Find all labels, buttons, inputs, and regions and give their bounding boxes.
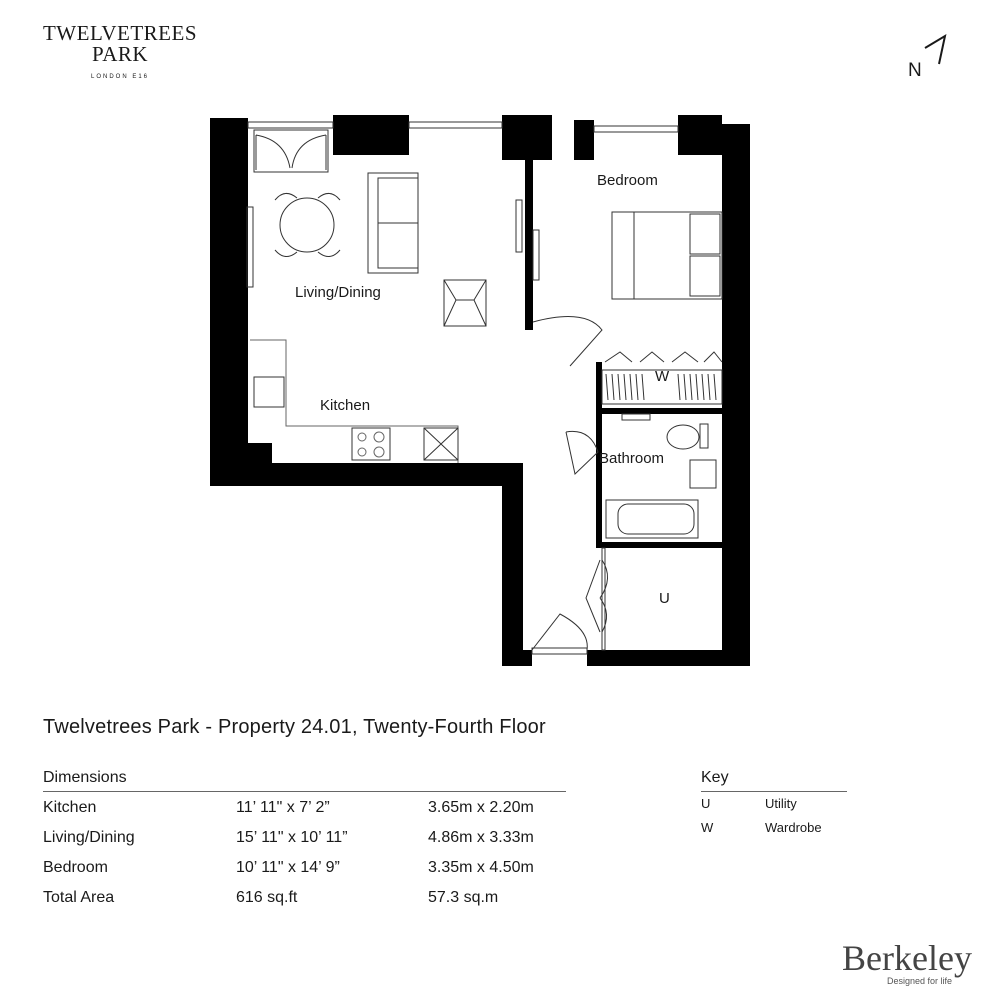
dimension-metric: 3.65m x 2.20m	[428, 799, 534, 816]
tv-unit	[516, 200, 522, 252]
key-meaning: Wardrobe	[765, 820, 822, 835]
bedroom-tv	[533, 230, 539, 280]
brand-tagline: Designed for life	[887, 976, 953, 986]
wall-south-stub	[502, 650, 532, 666]
bed	[612, 212, 722, 299]
dimension-metric: 4.86m x 3.33m	[428, 829, 534, 846]
dimension-room: Total Area	[43, 889, 115, 906]
window-3	[594, 126, 678, 132]
wall-north-pier2	[502, 115, 552, 160]
property-title: Twelvetrees Park - Property 24.01, Twenty-Fourth Floor	[43, 716, 546, 738]
wall-bath-north	[596, 408, 722, 414]
key-code: U	[701, 796, 711, 811]
dimension-imperial: 10’ 11" x 14’ 9”	[236, 859, 340, 876]
dimension-metric: 57.3 sq.m	[428, 889, 499, 906]
sofa	[368, 173, 418, 273]
dimension-metric: 3.35m x 4.50m	[428, 859, 534, 876]
room-label-bedroom: Bedroom	[597, 172, 658, 189]
room-label-utility: U	[659, 590, 670, 607]
key-meaning: Utility	[765, 796, 797, 811]
logo-subtitle: LONDON E16	[90, 74, 149, 80]
dimension-imperial: 15’ 11" x 10’ 11”	[236, 829, 348, 846]
brand-name: Berkeley	[842, 938, 972, 978]
walls	[210, 115, 750, 666]
dimensions-divider	[43, 791, 566, 792]
room-label-kitchen: Kitchen	[320, 397, 371, 414]
wall-south-east	[587, 650, 750, 666]
wall-east	[722, 124, 750, 666]
dimension-imperial: 11’ 11" x 7’ 2”	[236, 799, 330, 816]
wall-corridor-west	[502, 463, 523, 666]
armchair	[444, 280, 486, 326]
key-heading: Key	[701, 769, 729, 786]
window-1	[248, 122, 333, 128]
wall-partition-bedroom	[525, 155, 533, 330]
room-label-wardrobe: W	[655, 368, 670, 385]
dimension-room: Living/Dining	[43, 829, 135, 846]
dimension-imperial: 616 sq.ft	[236, 889, 298, 906]
wall-bath-west	[596, 408, 602, 548]
entrance-door	[532, 614, 587, 654]
room-label-bathroom: Bathroom	[599, 450, 665, 467]
key-divider	[701, 791, 847, 792]
wall-north-seg1	[210, 118, 248, 130]
brand-logo	[842, 938, 972, 986]
wall-south-living	[210, 463, 523, 486]
wall-north-pier1	[333, 115, 409, 155]
dimension-room: Bedroom	[43, 859, 108, 876]
north-label: N	[908, 60, 922, 81]
dining-table	[275, 193, 340, 256]
wall-bath-south	[596, 542, 722, 548]
wall-north-pier3	[574, 120, 594, 160]
wall-wardrobe-west	[596, 362, 602, 408]
logo-line1: TWELVETREES	[42, 21, 198, 45]
bedroom-door	[533, 317, 602, 366]
windows	[247, 122, 678, 287]
balcony-door	[254, 130, 328, 172]
logo-line2: PARK	[91, 42, 149, 66]
dimensions-heading: Dimensions	[43, 769, 127, 786]
window-2	[409, 122, 502, 128]
wall-north-pier4	[678, 115, 722, 155]
wall-west	[210, 128, 248, 486]
wall-kitchen-end	[248, 443, 272, 463]
utility-door	[586, 548, 608, 650]
dimension-room: Kitchen	[43, 799, 97, 816]
room-label-living-dining: Living/Dining	[295, 284, 381, 301]
bathroom-fixtures	[566, 414, 716, 538]
key-code: W	[701, 820, 714, 835]
